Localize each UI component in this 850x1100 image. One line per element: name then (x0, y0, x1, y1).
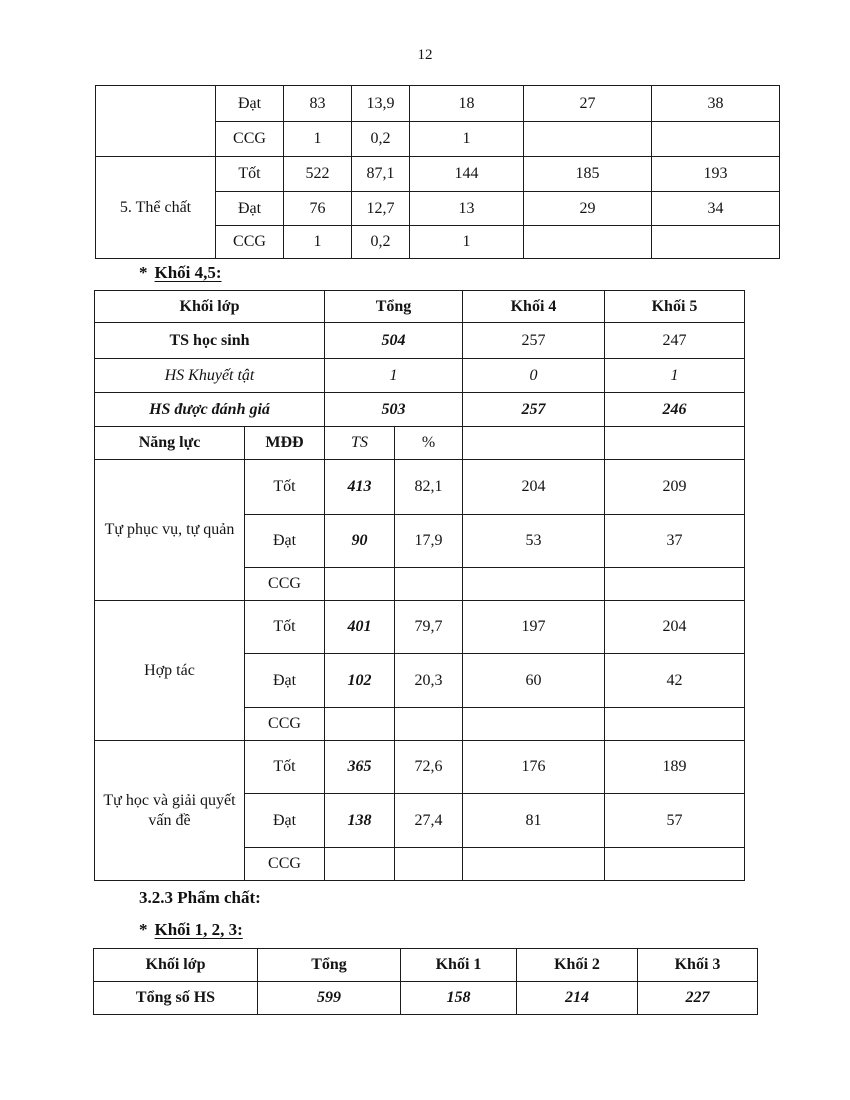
subheader-ts: TS (325, 427, 395, 460)
k4-cell (463, 568, 605, 601)
level-cell: Đạt (245, 654, 325, 708)
ts-cell: 138 (325, 794, 395, 848)
pct-cell (395, 568, 463, 601)
group-label-cell (96, 86, 216, 157)
competency-label-cell: Tự học và giải quyết vấn đề (95, 741, 245, 881)
table-row (95, 460, 745, 515)
k2-cell: 185 (524, 157, 652, 192)
tong-cell: 599 (258, 982, 401, 1015)
k4-cell: 257 (463, 393, 605, 427)
header-khoi-3: Khối 3 (638, 949, 758, 982)
pct-cell: 87,1 (352, 157, 410, 192)
ts-cell: 522 (284, 157, 352, 192)
k3-cell (652, 122, 780, 157)
heading-khoi-4-5 (139, 263, 222, 283)
pct-cell: 13,9 (352, 86, 410, 122)
level-cell: Tốt (245, 460, 325, 515)
ts-cell: 365 (325, 741, 395, 794)
level-cell: Đạt (216, 192, 284, 226)
k5-cell: 42 (605, 654, 745, 708)
ts-cell: 76 (284, 192, 352, 226)
k5-cell: 189 (605, 741, 745, 794)
k5-cell: 247 (605, 323, 745, 359)
heading-bullet: * (139, 920, 148, 939)
k2-cell: 29 (524, 192, 652, 226)
heading-bullet: * (139, 263, 148, 282)
pct-cell: 82,1 (395, 460, 463, 515)
group-label-cell: 5. Thể chất (96, 157, 216, 259)
pct-cell (395, 708, 463, 741)
k5-cell: 204 (605, 601, 745, 654)
ts-cell: 102 (325, 654, 395, 708)
k1-cell: 144 (410, 157, 524, 192)
table-row (95, 359, 745, 393)
k4-cell: 60 (463, 654, 605, 708)
k3-cell: 193 (652, 157, 780, 192)
empty-cell (463, 427, 605, 460)
subheader-nang-luc: Năng lực (95, 427, 245, 460)
k3-cell (652, 226, 780, 259)
header-khoi-lop: Khối lớp (94, 949, 258, 982)
pct-cell (395, 848, 463, 881)
k5-cell: 1 (605, 359, 745, 393)
header-khoi-lop: Khối lớp (95, 291, 325, 323)
ts-cell (325, 848, 395, 881)
header-khoi-2: Khối 2 (517, 949, 638, 982)
competency-label-cell: Hợp tác (95, 601, 245, 741)
heading-label: Khối 1, 2, 3: (154, 920, 243, 939)
level-cell: CCG (245, 708, 325, 741)
level-cell: CCG (216, 226, 284, 259)
level-cell: Tốt (216, 157, 284, 192)
k4-cell (463, 848, 605, 881)
tong-cell: 1 (325, 359, 463, 393)
k4-cell: 204 (463, 460, 605, 515)
level-cell: CCG (245, 848, 325, 881)
tong-cell: 503 (325, 393, 463, 427)
k3-cell: 34 (652, 192, 780, 226)
pct-cell: 17,9 (395, 515, 463, 568)
ts-cell: 90 (325, 515, 395, 568)
level-cell: Đạt (216, 86, 284, 122)
grade123-quality-table (93, 948, 758, 1015)
pct-cell: 79,7 (395, 601, 463, 654)
k2-cell: 27 (524, 86, 652, 122)
row-label-cell: HS được đánh giá (95, 393, 325, 427)
table-row (94, 982, 758, 1015)
table-row (95, 323, 745, 359)
table-row (96, 157, 780, 192)
k1-cell: 1 (410, 226, 524, 259)
page-number: 12 (417, 47, 433, 63)
k5-cell: 209 (605, 460, 745, 515)
pct-cell: 72,6 (395, 741, 463, 794)
heading-label: Khối 4,5: (154, 263, 222, 282)
k4-cell: 53 (463, 515, 605, 568)
k4-cell: 257 (463, 323, 605, 359)
k5-cell (605, 708, 745, 741)
pct-cell: 0,2 (352, 226, 410, 259)
level-cell: Tốt (245, 601, 325, 654)
k1-cell: 13 (410, 192, 524, 226)
pct-cell: 0,2 (352, 122, 410, 157)
heading-khoi-1-2-3 (139, 920, 243, 940)
ts-cell: 83 (284, 86, 352, 122)
tong-cell: 504 (325, 323, 463, 359)
k5-cell (605, 848, 745, 881)
k2-cell: 214 (517, 982, 638, 1015)
k4-cell: 0 (463, 359, 605, 393)
header-tong: Tổng (325, 291, 463, 323)
table-row (95, 741, 745, 794)
k2-cell (524, 226, 652, 259)
level-cell: Đạt (245, 794, 325, 848)
the-chat-table (95, 85, 780, 259)
level-cell: CCG (216, 122, 284, 157)
k1-cell: 18 (410, 86, 524, 122)
k5-cell (605, 568, 745, 601)
k3-cell: 38 (652, 86, 780, 122)
table-row (96, 86, 780, 122)
level-cell: CCG (245, 568, 325, 601)
ts-cell: 401 (325, 601, 395, 654)
ts-cell: 413 (325, 460, 395, 515)
k1-cell: 158 (401, 982, 517, 1015)
heading-pham-chat: 3.2.3 Phẩm chất: (139, 888, 261, 907)
k2-cell (524, 122, 652, 157)
level-cell: Tốt (245, 741, 325, 794)
table-header-row (95, 291, 745, 323)
k1-cell: 1 (410, 122, 524, 157)
k5-cell: 37 (605, 515, 745, 568)
header-khoi-4: Khối 4 (463, 291, 605, 323)
ts-cell: 1 (284, 226, 352, 259)
table-header-row (94, 949, 758, 982)
k5-cell: 246 (605, 393, 745, 427)
k4-cell: 197 (463, 601, 605, 654)
header-khoi-1: Khối 1 (401, 949, 517, 982)
k4-cell (463, 708, 605, 741)
table-row (95, 393, 745, 427)
ts-cell (325, 708, 395, 741)
pct-cell: 27,4 (395, 794, 463, 848)
pct-cell: 20,3 (395, 654, 463, 708)
ts-cell (325, 568, 395, 601)
table-subheader-row (95, 427, 745, 460)
k3-cell: 227 (638, 982, 758, 1015)
competency-label-cell: Tự phục vụ, tự quản (95, 460, 245, 601)
empty-cell (605, 427, 745, 460)
table-row (95, 601, 745, 654)
row-label-cell: HS Khuyết tật (95, 359, 325, 393)
ts-cell: 1 (284, 122, 352, 157)
pct-cell: 12,7 (352, 192, 410, 226)
header-tong: Tổng (258, 949, 401, 982)
header-khoi-5: Khối 5 (605, 291, 745, 323)
k4-cell: 176 (463, 741, 605, 794)
row-label-cell: TS học sinh (95, 323, 325, 359)
subheader-pct: % (395, 427, 463, 460)
level-cell: Đạt (245, 515, 325, 568)
grade45-competency-table (94, 290, 745, 881)
subheader-mdd: MĐĐ (245, 427, 325, 460)
k4-cell: 81 (463, 794, 605, 848)
k5-cell: 57 (605, 794, 745, 848)
row-label-cell: Tổng số HS (94, 982, 258, 1015)
